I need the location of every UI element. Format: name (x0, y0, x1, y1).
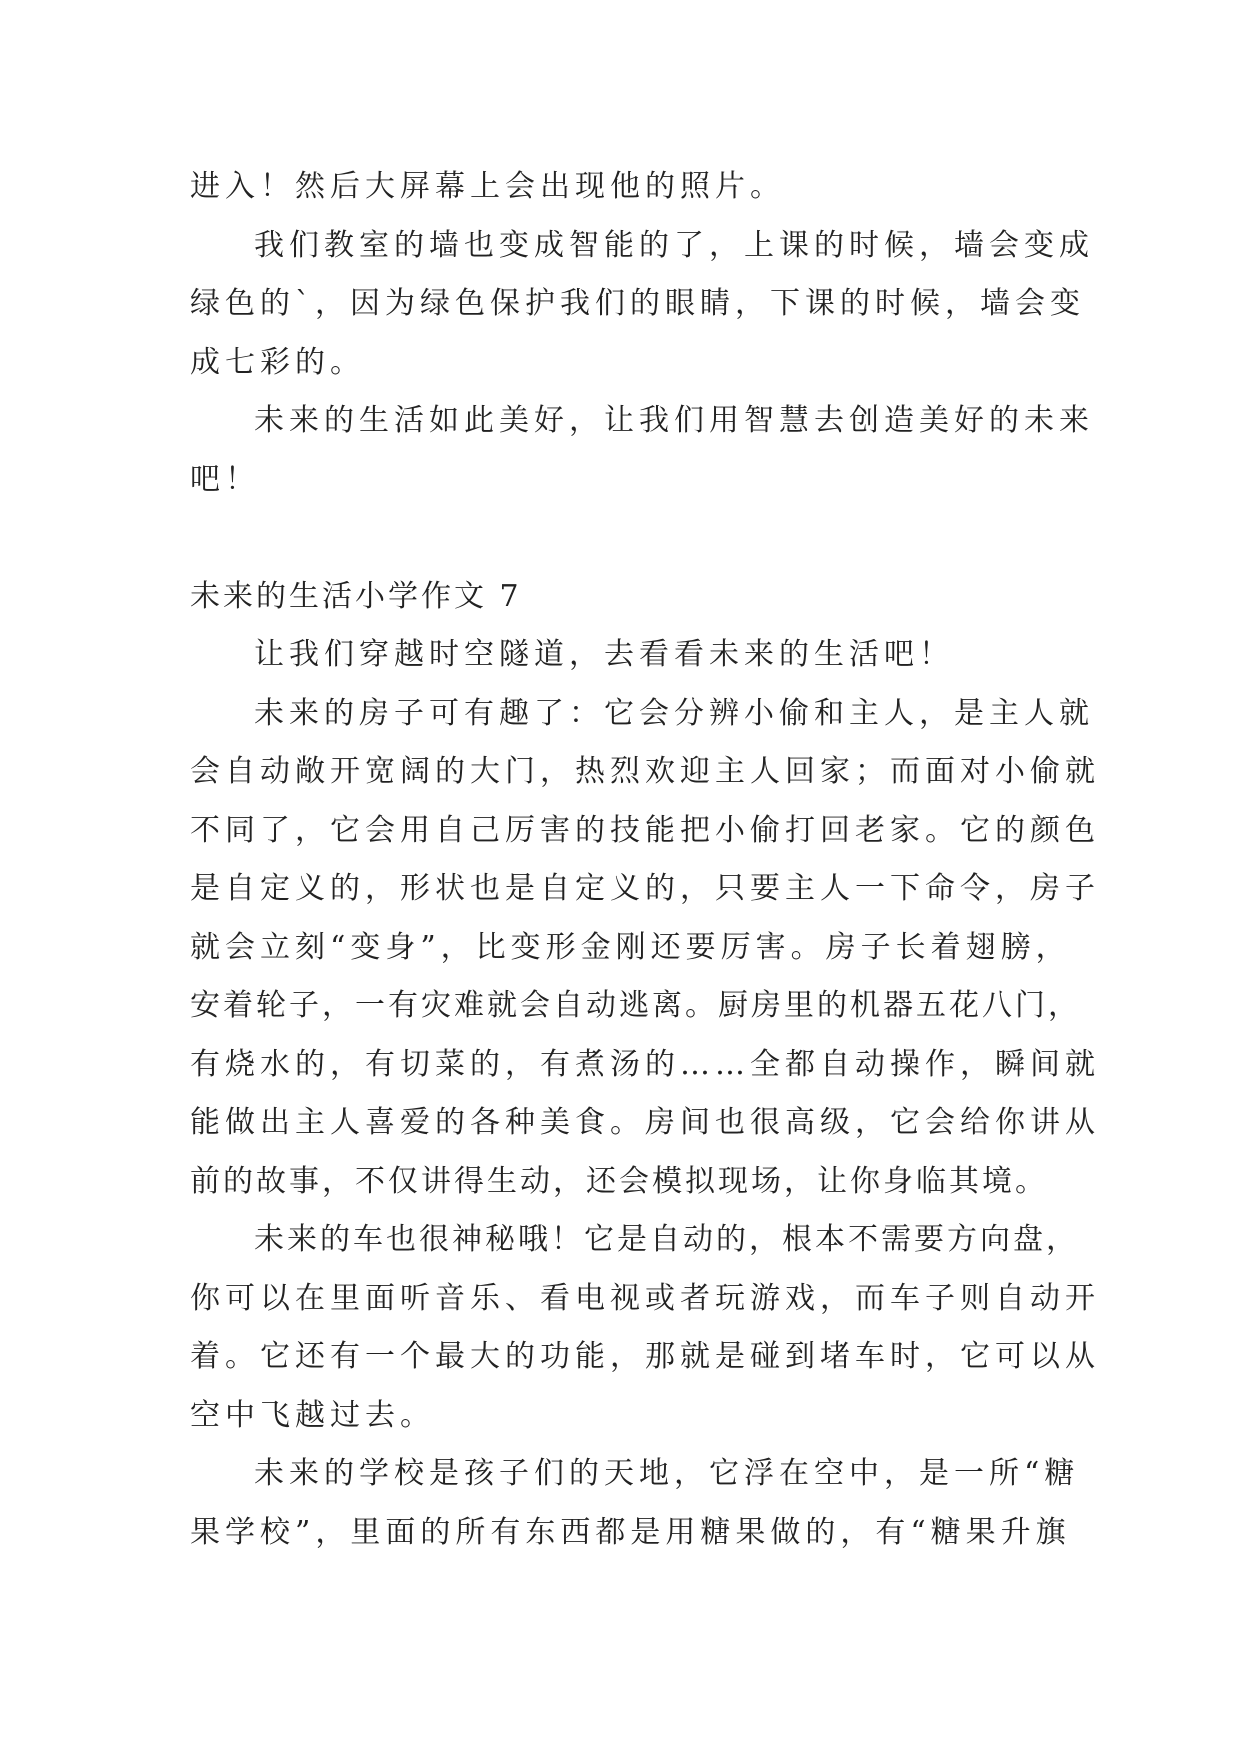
text-line: 就会立刻“变身”，比变形金刚还要厉害。房子长着翅膀， (190, 929, 1071, 965)
paragraph-start-line: 让我们穿越时空隧道，去看看未来的生活吧！ (254, 637, 954, 672)
text-line: 果学校”，里面的所有东西都是用糖果做的，有“糖果升旗 (190, 1514, 1071, 1550)
paragraph-start-line: 未来的车也很神秘哦！它是自动的，根本不需要方向盘， (254, 1222, 1079, 1257)
paragraph-start-line: 我们教室的墙也变成智能的了，上课的时候，墙会变成 (254, 227, 1094, 263)
text-line: 前的故事，不仅讲得生动，还会模拟现场，让你身临其境。 (190, 1163, 1048, 1199)
text-line: 安着轮子，一有灾难就会自动逃离。厨房里的机器五花八门， (190, 988, 1081, 1023)
text-line: 成七彩的。 (190, 344, 365, 380)
document-body (190, 158, 1100, 1562)
paragraph-start-line: 未来的学校是孩子们的天地，它浮在空中，是一所“糖 (254, 1456, 1080, 1491)
text-line: 绿色的`，因为绿色保护我们的眼睛，下课的时候，墙会变 (190, 286, 1085, 321)
text-line: 会自动敞开宽阔的大门，热烈欢迎主人回家；而面对小偷就 (190, 754, 1100, 789)
text-line: 有烧水的，有切菜的，有煮汤的……全都自动操作，瞬间就 (190, 1046, 1100, 1082)
text-line: 进入！然后大屏幕上会出现他的照片。 (190, 169, 785, 204)
text-line: 着。它还有一个最大的功能，那就是碰到堵车时，它可以从 (190, 1339, 1100, 1374)
paragraph-start-line: 未来的房子可有趣了：它会分辨小偷和主人，是主人就 (254, 695, 1094, 731)
text-line: 是自定义的，形状也是自定义的，只要主人一下命令，房子 (190, 871, 1100, 906)
text-line: 你可以在里面听音乐、看电视或者玩游戏，而车子则自动开 (190, 1280, 1100, 1316)
text-line: 不同了，它会用自己厉害的技能把小偷打回老家。它的颜色 (190, 812, 1100, 848)
text-line: 能做出主人喜爱的各种美食。房间也很高级，它会给你讲从 (190, 1105, 1100, 1140)
section-gap (190, 509, 1062, 568)
section-title: 未来的生活小学作文 7 (190, 578, 522, 614)
text-line: 吧！ (190, 461, 260, 497)
paragraph-start-line: 未来的生活如此美好，让我们用智慧去创造美好的未来 (254, 403, 1094, 438)
text-line: 空中飞越过去。 (190, 1397, 435, 1433)
